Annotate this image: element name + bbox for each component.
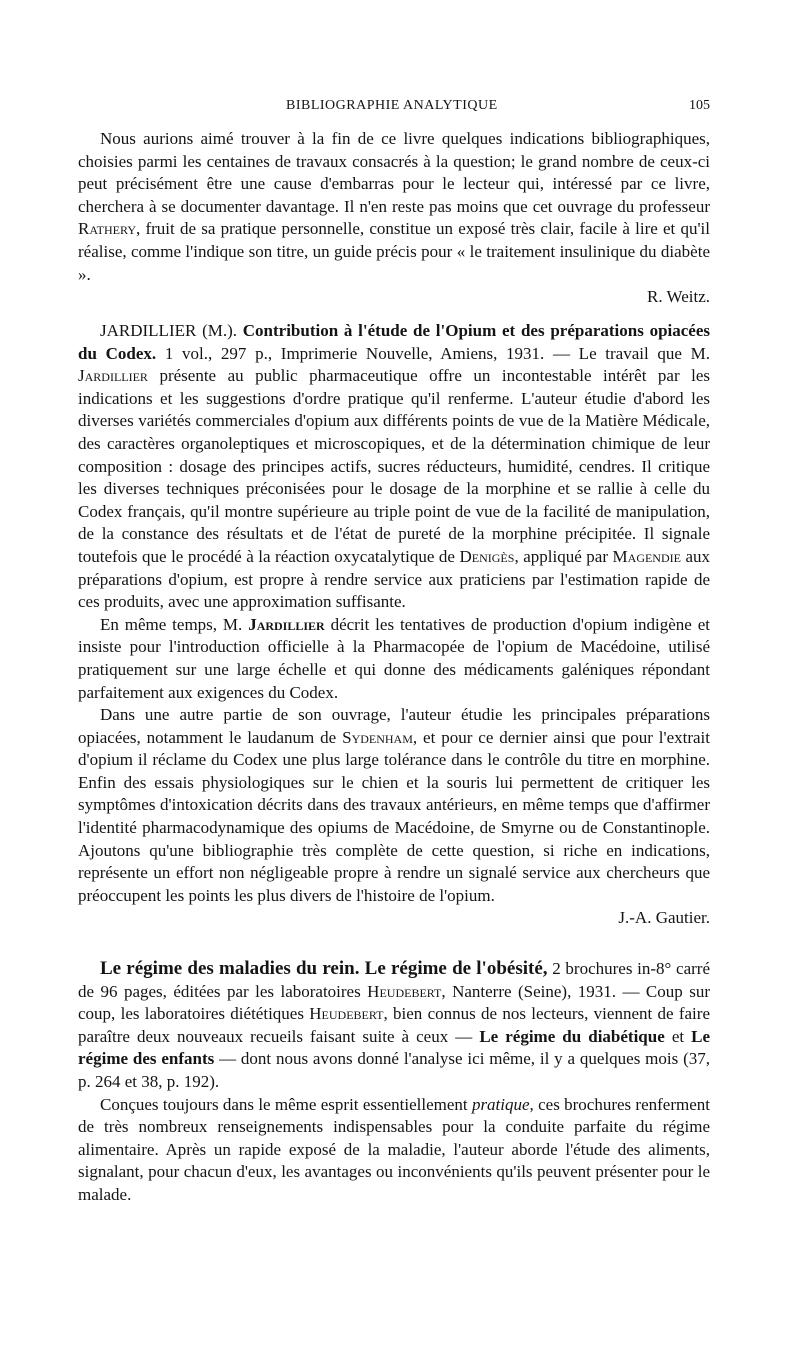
review-text: , Nanterre (Seine), 1931. — Coup sur coup, les laboratoires diététiques: [78, 981, 710, 1024]
review-text: , bien connus de nos lecteurs, viennent de faire paraître deux nouveaux recueils faisant suite à ceux —: [78, 1004, 710, 1046]
review-text: 2 brochures in-8° carré de 96 pages, éditées par les laboratoires: [78, 959, 710, 1001]
book-title: Contribution à l'étude de l'Opium et des préparations opiacées du Codex.: [78, 321, 710, 363]
review-paragraph: [78, 704, 710, 907]
review-text: , fruit de sa pratique personnelle, constitue un exposé très clair, facile à lire et qu'il réalise, comme l'indique son titre, un guide précis pour « le traitement insulinique du diabète ».: [78, 219, 710, 284]
review-heading-paragraph: [78, 320, 710, 614]
review-weitz: [78, 128, 710, 309]
review-text: et: [671, 1026, 685, 1046]
review-text: En même temps, M.: [100, 614, 243, 634]
review-text: présente au public pharmaceutique offre un incontestable intérêt par les indications et les suggestions d'ordre pratique qu'il renferme. L'auteur étudie d'abord les diverses variétés commerciales d'opium aux différents points de vue de la Matière Médicale, des caractères organoleptiques et microscopiques, et de la détermination chimique de leur composition : dosage des principes actifs, sucres réducteurs, humidité, cendres. Il critique les diverses techniques préconisées pour le dosage de la morphine et se rallie à celle du Codex français, qu'il montre supérieure au triple point de vue de la facilité de manipulation, de la constance des résultats et de l'état de pureté de la morphine précipitée. Il signale toutefois que le procédé à la réaction oxycatalytique de: [78, 366, 711, 566]
brochure-title: Le régime des maladies du rein. Le régime de l'obésité,: [100, 958, 548, 979]
review-text: aux préparations d'opium, est propre à rendre service aux praticiens par l'estimation rapide de ces produits, avec une approximation suffisante.: [78, 546, 711, 612]
review-text: décrit les tentatives de production d'opium indigène et insiste pour l'introduction officielle à la Pharmacopée de l'opium de Macédoine, utilisé pratiquement sur une large échelle et qui donne des médicaments galéniques répondant parfaitement aux exigences du Codex.: [78, 614, 711, 702]
author-reference: Magendie: [612, 546, 681, 566]
review-heudebert: [78, 958, 710, 1207]
review-jardillier: [78, 320, 710, 930]
review-paragraph: [78, 1094, 710, 1207]
review-text: Nous aurions aimé trouver à la fin de ce livre quelques indications bibliographiques, choisies parmi les centaines de travaux consacrés à la question; le grand nombre de ceux-ci peut précisément être une cause d'embarras pour le lecteur qui, intéressé par ce livre, cherchera à se documenter davantage. Il n'en reste pas moins que cet ouvrage du professeur: [78, 129, 710, 216]
emphasis: pratique: [471, 1094, 530, 1114]
author-reference: Heudebert: [367, 981, 442, 1001]
review-text: Dans une autre partie de son ouvrage, l'auteur étudie les principales préparations opiacées, notamment le laudanum de: [78, 705, 710, 747]
author-reference: Rathery: [78, 219, 137, 239]
review-text: Conçues toujours dans le même esprit essentiellement: [100, 1094, 468, 1114]
review-text: , ces brochures renferment de très nombreux renseignements indispensables pour la conduite parfaite du régime alimentaire. Après un rapide exposé de la maladie, l'auteur aborde l'étude des aliments, signalant, pour chacun d'eux, les avantages ou inconvénients qu'ils peuvent présenter pour le malade.: [78, 1094, 711, 1204]
author-reference: Sydenham: [342, 727, 413, 747]
author-reference: Denigès: [459, 546, 515, 566]
review-paragraph: [78, 128, 710, 286]
review-signature: R. Weitz.: [646, 287, 710, 307]
review-signature: J.-A. Gautier.: [618, 908, 710, 928]
review-paragraph: [78, 614, 710, 704]
brochure-title: Le régime du diabétique: [479, 1026, 665, 1046]
page-number: 105: [689, 98, 710, 113]
review-heading-paragraph: [78, 958, 710, 1094]
review-text: — dont nous avons donné l'analyse ici même, il y a quelques mois (37, p. 264 et 38, p. 192).: [78, 1049, 710, 1091]
running-title: BIBLIOGRAPHIE ANALYTIQUE: [286, 98, 498, 113]
author-reference: Jardillier: [78, 366, 148, 386]
review-text: , appliqué par: [514, 546, 608, 566]
author-reference: Jardillier: [248, 614, 325, 634]
review-text: , et pour ce dernier ainsi que pour l'extrait d'opium il réclame du Codex une plus large tolérance dans le contrôle du titre en morphine. Enfin des essais physiologiques sur le chien et la souris lui permettent de critiquer les symptômes d'intoxication décrits dans des travaux antérieurs, en même temps que d'affirmer l'identité pharmacodynamique des opiums de Macédoine, de Smyrne ou de Constantinople. Ajoutons qu'une bibliographie très complète de cette question, si riche en indications, représente un effort non négligeable propre à rendre un signalé service aux chercheurs que préoccupent les points les plus divers de l'histoire de l'opium.: [78, 727, 711, 905]
running-head: [78, 98, 710, 120]
book-details: 1 vol., 297 p., Imprimerie Nouvelle, Amiens, 1931. — Le travail que M.: [164, 343, 710, 363]
book-author: JARDILLIER (M.).: [100, 321, 238, 340]
author-reference: Heudebert: [309, 1004, 384, 1024]
brochure-title: Le régime des enfants: [78, 1026, 711, 1069]
